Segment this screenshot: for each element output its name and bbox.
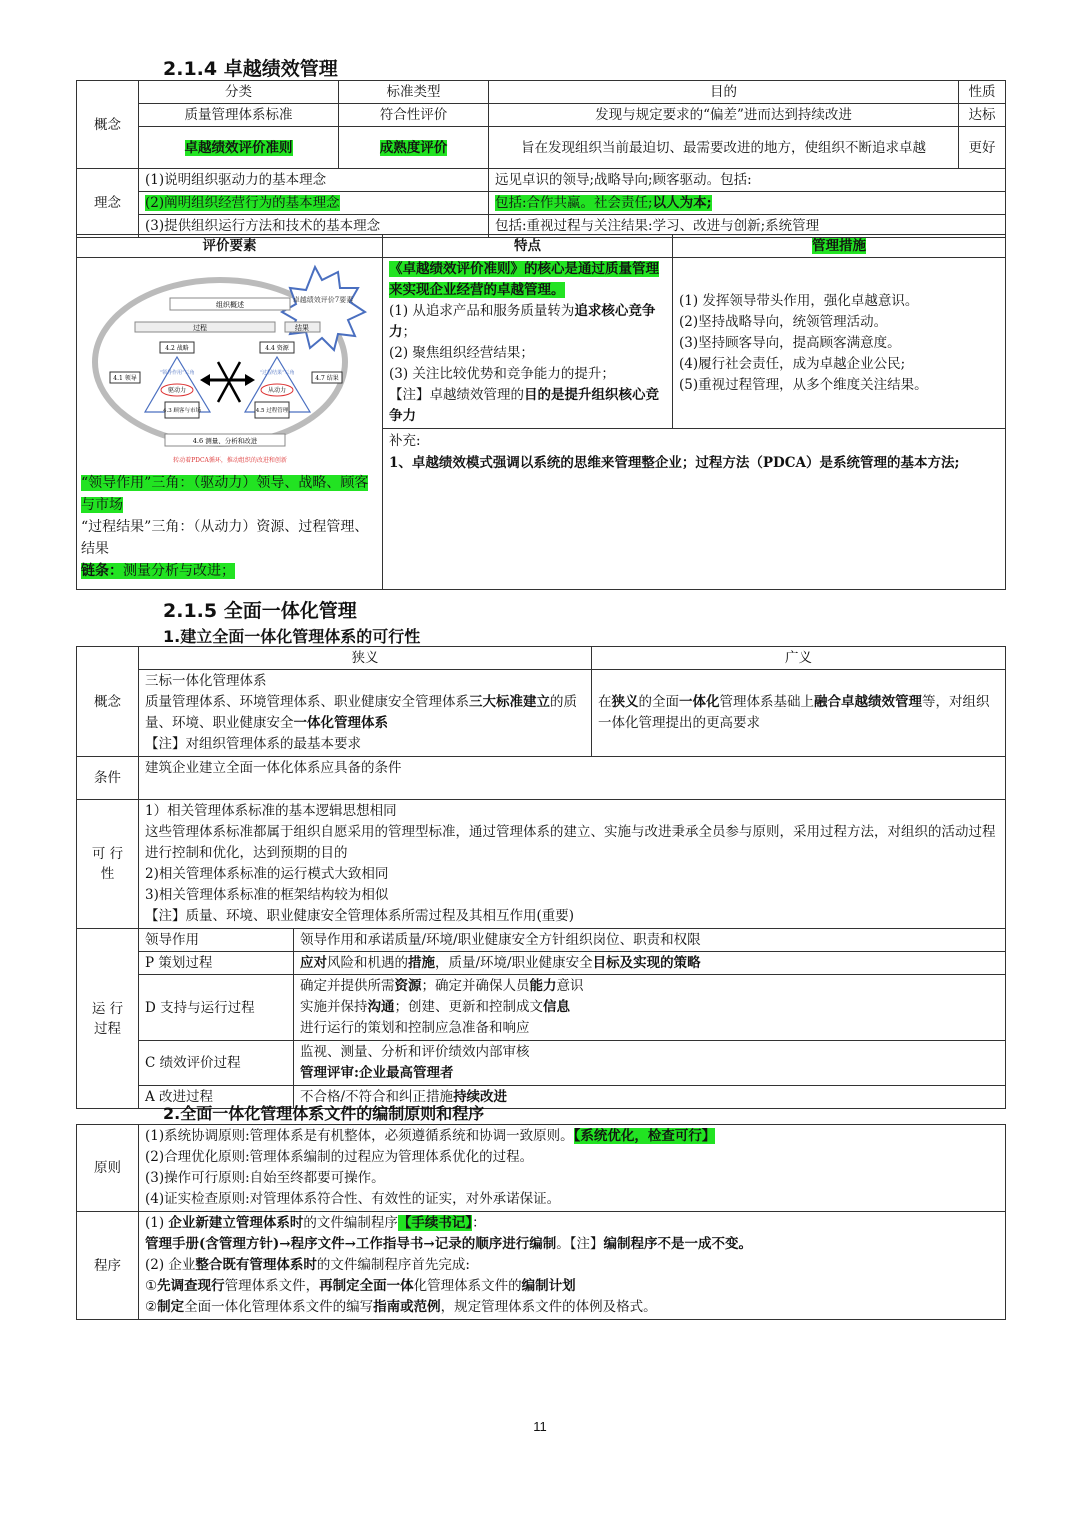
principle-1b: 【系统优化，检查可行】 xyxy=(573,1128,716,1144)
run-do-3: 进行运行的策划和控制应急准备和响应 xyxy=(300,1020,530,1036)
box-47: 4.7 结果 xyxy=(314,375,339,382)
burst-shape xyxy=(282,267,365,350)
row2-nature: 更好 xyxy=(959,127,1006,169)
documents-table xyxy=(76,1124,1006,1320)
narrow-line-2d: 一体化管理体系 xyxy=(293,715,388,731)
row2-purpose: 旨在发现组织当前最迫切、最需要改进的地方，使组织不断追求卓越 xyxy=(489,127,959,169)
feature-3: (3) 关注比较优势和竞争能力的提升； xyxy=(389,366,615,382)
measure-4: (4)履行社会责任，成为卓越企业公民; xyxy=(679,355,906,372)
feature-core: 《卓越绩效评价准则》的核心是通过质量管理来实现企业经营的卓越管理。 xyxy=(389,261,659,298)
proc-3b: 整合既有管理体系时 xyxy=(195,1257,317,1273)
broad-f: 融合卓越绩效管理 xyxy=(814,694,922,710)
header-nature: 性质 xyxy=(959,81,1006,104)
run-lead-value: 领导作用和承诺质量/环境/职业健康安全方针组织岗位、职责和权限 xyxy=(294,929,1006,952)
integration-table xyxy=(76,646,1006,1109)
run-plan-v2: 风险和机遇的 xyxy=(327,955,408,971)
narrow-line-2b: 三大标准建立 xyxy=(469,694,550,710)
run-check-2: 管理评审:企业最高管理者 xyxy=(300,1065,454,1081)
proc-5c: 全面一体化管理体系文件的编写 xyxy=(184,1299,374,1315)
row1-nature: 达标 xyxy=(959,104,1006,127)
idea-2-right-b: 以人为本; xyxy=(652,195,712,211)
eval-header-measures: 管理措施 xyxy=(812,238,866,254)
broad-a: 在 xyxy=(598,694,612,710)
run-do-1d: 能力 xyxy=(529,978,557,994)
principle-1a: (1)系统协调原则:管理体系是有机整体，必须遵循系统和协调一致原则。 xyxy=(145,1128,574,1144)
box-43: 4.3 顾客与市场 xyxy=(162,408,201,414)
idea-1-right: 远见卓识的领导;战略导向;顾客驱动。包括: xyxy=(489,169,1006,192)
run-check-key: C 绩效评价过程 xyxy=(139,1041,294,1086)
proc-1a: (1) xyxy=(145,1215,169,1231)
proc-5d: 指南或范例 xyxy=(373,1299,441,1315)
cond-label: 条件 xyxy=(77,757,139,800)
proc-4f: 编制计划 xyxy=(521,1278,576,1294)
run-plan-v5: 目标及实现的策略 xyxy=(592,955,701,971)
feature-4b: 目的是提升组织核心竞争力 xyxy=(389,387,659,424)
concept-idea-table xyxy=(76,80,1006,238)
feature-2: (2) 聚焦组织经营结果； xyxy=(389,345,534,361)
result-triangle-text: “过程结果”三角：（从动力）资源、过程管理、结果 xyxy=(81,519,369,557)
run-do-2c: ；创建、更新和控制成文 xyxy=(394,999,543,1015)
proc-1c: 的文件编制程序 xyxy=(303,1215,398,1231)
subsection-2-title: 2.全面一体化管理体系文件的编制原则和程序 xyxy=(163,1104,485,1123)
run-label: 运 行 过程 xyxy=(77,929,139,1109)
process-text: 过程 xyxy=(192,324,207,332)
measure-3: (3)坚持顾客导向，提高顾客满意度。 xyxy=(679,334,901,351)
run-act-v2: 持续改进 xyxy=(453,1089,508,1105)
evaluation-table xyxy=(76,234,1006,590)
run-lead-key: 领导作用 xyxy=(139,929,294,952)
run-do-1c: ；确定并确保人员 xyxy=(421,978,530,994)
header-category: 分类 xyxy=(139,81,339,104)
box-44: 4.4 资源 xyxy=(264,345,289,352)
broad-b: 狭义 xyxy=(611,694,639,710)
idea-3-right: 包括:重视过程与关注结果:学习、改进与创新;系统管理 xyxy=(489,215,1006,238)
feasible-3: 2)相关管理体系标准的运行模式大致相同 xyxy=(145,866,389,882)
chain-label: 链条： xyxy=(81,563,123,579)
supplement-label: 补充: xyxy=(389,433,421,449)
subsection-1-title: 1.建立全面一体化管理体系的可行性 xyxy=(163,627,421,646)
idea-2-right-a: 包括:合作共赢。社会责任; xyxy=(495,195,653,211)
run-plan-v1: 应对 xyxy=(300,955,327,971)
narrow-line-3: 【注】对组织管理体系的最基本要求 xyxy=(145,736,361,752)
proc-3a: (2) 企业 xyxy=(145,1257,196,1273)
feasible-5: 【注】质量、环境、职业健康安全管理体系所需过程及其相互作用(重要) xyxy=(145,908,575,924)
section-215-title: 2.1.5 全面一体化管理 xyxy=(163,600,357,622)
overview-text: 组织概述 xyxy=(215,301,244,309)
proc-1b: 企业新建立管理体系时 xyxy=(168,1215,304,1231)
proc-2a: 管理手册(含管理方针)→程序文件→工作指导书→记录的顺序进行编制 xyxy=(145,1236,557,1252)
measure-1: (1) 发挥领导带头作用，强化卓越意识。 xyxy=(679,292,919,309)
procedure-label: 程序 xyxy=(77,1212,139,1320)
run-plan-key: P 策划过程 xyxy=(139,952,294,975)
right-triangle-label: “过程结果”三角 xyxy=(258,370,295,376)
excellence-model-diagram xyxy=(90,262,370,472)
burst-text: 卓越绩效评价7要素 xyxy=(292,296,353,304)
run-act-v1: 不合格/不符合和纠正措施 xyxy=(300,1089,454,1105)
run-plan-v3: 措施 xyxy=(408,955,435,971)
proc-4d: 再制定全面一体 xyxy=(319,1278,414,1294)
row1-category: 质量管理体系标准 xyxy=(139,104,339,127)
follow-label: 从动力 xyxy=(267,387,286,394)
broad-e: 管理体系基础上 xyxy=(719,694,814,710)
proc-4e: 化管理体系文件的 xyxy=(413,1278,522,1294)
feasible-label: 可 行 性 xyxy=(77,800,139,929)
proc-4b: 先调查现行 xyxy=(157,1278,225,1294)
run-do-2b: 沟通 xyxy=(367,999,395,1015)
run-do-1b: 资源 xyxy=(394,978,422,994)
idea-1-left: (1)说明组织驱动力的基本理念 xyxy=(139,169,489,192)
idea-label: 理念 xyxy=(77,169,139,238)
run-plan-v4: ，质量/环境/职业健康安全 xyxy=(435,955,593,971)
drive-label: 驱动力 xyxy=(167,387,186,394)
narrow-line-2c: 的质量、环境、职业健康安全 xyxy=(145,694,577,731)
principle-4: (4)证实检查原则:对管理体系符合性、有效性的证实，对外承诺保证。 xyxy=(145,1191,561,1207)
narrow-line-1: 三标一体化管理体系 xyxy=(145,673,267,689)
header-purpose: 目的 xyxy=(489,81,959,104)
principle-2: (2)合理优化原则:管理体系编制的过程应为管理体系优化的过程。 xyxy=(145,1149,534,1165)
result-text: 结果 xyxy=(294,324,309,332)
principle-label: 原则 xyxy=(77,1125,139,1212)
idea-3-left: (3)提供组织运行方法和技术的基本理念 xyxy=(139,215,489,238)
row1-type: 符合性评价 xyxy=(339,104,489,127)
supplement-text: 1、卓越绩效模式强调以系统的思维来管理整企业；过程方法（PDCA）是系统管理的基本方法; xyxy=(389,455,960,471)
broad-d: 一体化 xyxy=(679,694,720,710)
measure-5: (5)重视过程管理，从多个维度关注结果。 xyxy=(679,376,928,393)
narrow-line-2a: 质量管理体系、环境管理体系、职业健康安全管理体系 xyxy=(145,694,469,710)
proc-1d: 【手续书记】 xyxy=(397,1215,473,1231)
measure-2: (2)坚持战略导向，统领管理活动。 xyxy=(679,313,888,330)
row2-category: 卓越绩效评价准则 xyxy=(184,139,293,156)
narrow-header: 狭义 xyxy=(139,647,592,670)
feasible-2: 这些管理体系标准都属于组织自愿采用的管理型标准，通过管理体系的建立、实施与改进秉承全员参与原则，采用过程方法，对组织的活动过程进行控制和优化，达到预期的目的 xyxy=(145,824,996,861)
header-standard-type: 标准类型 xyxy=(339,81,489,104)
broad-c: 的全面 xyxy=(638,694,679,710)
proc-4c: 管理体系文件， xyxy=(224,1278,320,1294)
idea-2-left: (2)阐明组织经营行为的基本理念 xyxy=(145,195,340,211)
run-do-2a: 实施并保持 xyxy=(300,999,368,1015)
feature-1a: (1) 从追求产品和服务质量转为 xyxy=(389,303,575,319)
model-diagram-svg xyxy=(90,262,370,472)
proc-1e: ： xyxy=(472,1215,486,1231)
run-do-key: D 支持与运行过程 xyxy=(139,975,294,1041)
proc-5b: 制定 xyxy=(157,1299,185,1315)
chain-text: 测量分析与改进； xyxy=(123,563,235,579)
box-42: 4.2 战略 xyxy=(164,345,189,352)
broad-header: 广义 xyxy=(592,647,1006,670)
feasible-4: 3)相关管理体系标准的框架结构较为相似 xyxy=(145,887,389,903)
proc-2c: 编制程序不是一成不变。 xyxy=(603,1236,752,1252)
run-act-key: A 改进过程 xyxy=(139,1086,294,1109)
proc-2b: 。【注】 xyxy=(556,1236,604,1252)
box-45: 4.5 过程管理 xyxy=(255,408,288,414)
int-concept-label: 概念 xyxy=(77,647,139,757)
feasible-1: 1）相关管理体系标准的基本逻辑思想相同 xyxy=(145,803,397,819)
page-number: 11 xyxy=(533,1419,547,1434)
box-41: 4.1 领导 xyxy=(112,375,137,382)
feature-4a: 【注】卓越绩效管理的 xyxy=(389,387,524,403)
run-check-1: 监视、测量、分析和评价绩效内部审核 xyxy=(300,1044,530,1060)
left-triangle-label: “领导作用”三角 xyxy=(158,370,195,376)
feature-1b: 追求核心竞争力 xyxy=(389,303,656,340)
diagram-caption: 转动着PDCA循环，推动组织的改进和创新 xyxy=(172,457,287,464)
row2-type: 成熟度评价 xyxy=(379,139,448,156)
box-46: 4.6 测量、分析和改进 xyxy=(192,437,257,445)
run-do-1a: 确定并提供所需 xyxy=(300,978,395,994)
proc-3c: 的文件编制程序首先完成: xyxy=(316,1257,470,1273)
section-214-title: 2.1.4 卓越绩效管理 xyxy=(163,58,338,80)
proc-5e: ，规定管理体系文件的体例及格式。 xyxy=(440,1299,657,1315)
proc-5a: ② xyxy=(145,1299,158,1315)
run-do-1e: 意识 xyxy=(556,978,584,994)
broad-g: 等，对组织一体化管理提出的更高要求 xyxy=(598,694,990,731)
row1-purpose: 发现与规定要求的“偏差”进而达到持续改进 xyxy=(489,104,959,127)
eval-header-features: 特点 xyxy=(383,235,673,258)
concept-label: 概念 xyxy=(77,81,139,169)
feature-1c: ； xyxy=(402,324,416,340)
principle-3: (3)操作可行原则:自始至终都要可操作。 xyxy=(145,1170,385,1186)
eval-header-elements: 评价要素 xyxy=(77,235,383,258)
proc-4a: ① xyxy=(145,1278,158,1294)
leader-triangle-text: “领导作用”三角：（驱动力）领导、战略、顾客与市场 xyxy=(81,475,369,513)
cond-text: 建筑企业建立全面一体化体系应具备的条件 xyxy=(139,757,1006,800)
run-do-2d: 信息 xyxy=(543,999,570,1015)
